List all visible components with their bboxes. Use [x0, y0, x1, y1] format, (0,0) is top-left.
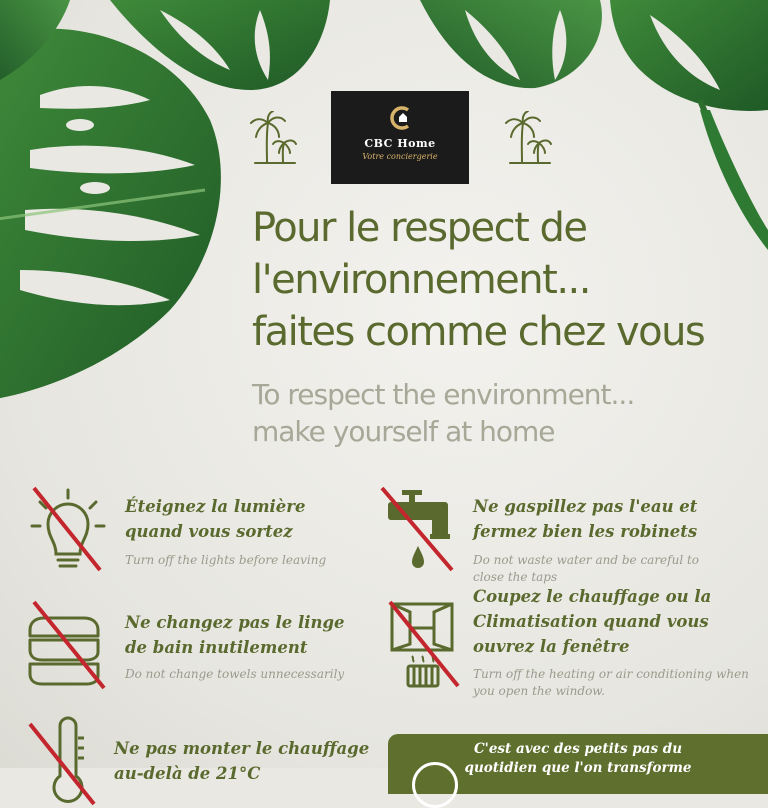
- tip-heating-title: [473, 584, 711, 659]
- tip-subtitle-line: Do not change towels unnecessarily: [125, 667, 345, 681]
- logo-tagline: Votre conciergerie: [362, 152, 438, 161]
- tip-subtitle-line: you open the window.: [473, 684, 605, 698]
- logo-c-mark-icon: [388, 105, 414, 131]
- headline-french-line: l'environnement...: [252, 257, 590, 303]
- tip-lights-subtitle: [125, 552, 326, 569]
- tip-thermostat-title: [114, 736, 369, 786]
- tip-title-line: Ne gaspillez pas l'eau et: [473, 497, 698, 516]
- tip-heating-subtitle: [473, 666, 749, 700]
- tip-title-line: Climatisation quand vous: [473, 612, 709, 631]
- tip-title-line: au-delà de 21°C: [114, 764, 261, 783]
- thermometer-icon: [24, 716, 108, 808]
- towels-icon: [22, 600, 106, 692]
- brand-logo: [331, 91, 469, 184]
- tip-towels-title: [125, 610, 345, 660]
- tip-water-title: [473, 494, 697, 544]
- tip-title-line: Coupez le chauffage ou la: [473, 587, 712, 606]
- palm-tree-icon: [249, 111, 297, 165]
- closing-banner: [388, 734, 768, 794]
- banner-text-line: C'est avec des petits pas du: [473, 741, 683, 757]
- headline-french-line: faites comme chez vous: [252, 309, 705, 355]
- tip-title-line: fermez bien les robinets: [473, 522, 698, 541]
- water-tap-icon: [376, 484, 460, 576]
- lightbulb-icon: [26, 482, 110, 574]
- tip-title-line: Ne changez pas le linge: [125, 613, 345, 632]
- tip-subtitle-line: Turn off the heating or air conditioning when: [473, 667, 749, 681]
- window-radiator-icon: [386, 600, 470, 692]
- tip-towels-subtitle: [125, 666, 344, 683]
- tip-subtitle-line: Do not waste water and be careful to: [473, 553, 700, 567]
- tip-title-line: Ne pas monter le chauffage: [114, 739, 370, 758]
- banner-text-line: quotidien que l'on transforme: [464, 760, 692, 776]
- tip-title-line: Éteignez la lumière: [125, 497, 306, 516]
- tip-title-line: quand vous sortez: [125, 522, 293, 541]
- tip-subtitle-line: Turn off the lights before leaving: [125, 553, 327, 567]
- headline-english-line: To respect the environment...: [252, 378, 635, 411]
- tip-lights-title: [125, 494, 306, 544]
- logo-name: CBC Home: [364, 137, 436, 150]
- headline-french-line: Pour le respect de: [252, 205, 587, 251]
- headline-english: [252, 376, 752, 450]
- tip-title-line: de bain inutilement: [125, 638, 308, 657]
- banner-circle-icon: [412, 762, 458, 808]
- headline-french: [252, 202, 752, 358]
- headline-english-line: make yourself at home: [252, 415, 555, 448]
- tip-title-line: ouvrez la fenêtre: [473, 637, 630, 656]
- tip-subtitle-line: close the taps: [473, 570, 558, 584]
- palm-tree-icon: [504, 111, 552, 165]
- tip-water-subtitle: [473, 552, 699, 586]
